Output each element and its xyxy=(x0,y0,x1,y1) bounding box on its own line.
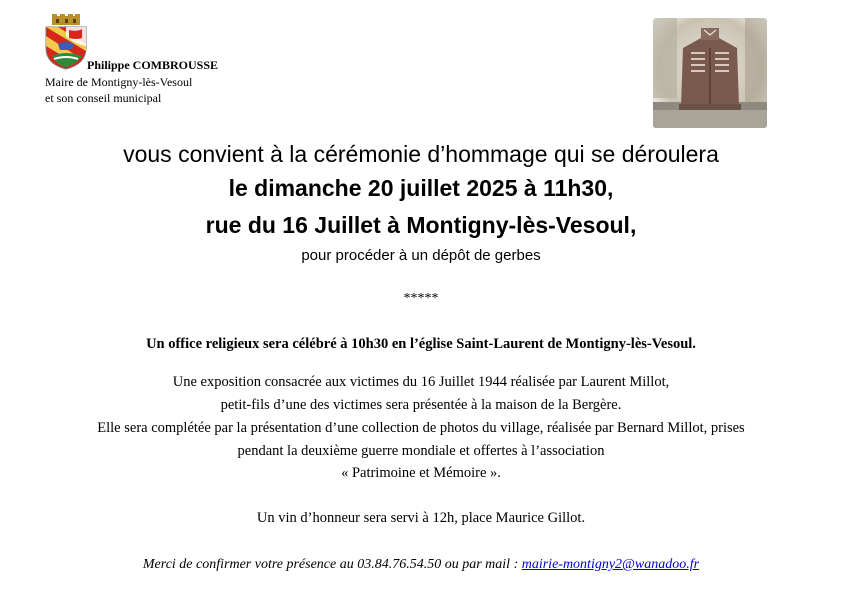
reception-notice: Un vin d’honneur sera servi à 12h, place Maurice Gillot. xyxy=(256,510,586,526)
coat-of-arms-icon xyxy=(44,14,88,70)
email-link[interactable]: mairie-montigny2@wanadoo.fr xyxy=(521,557,700,572)
separator: ***** xyxy=(403,291,439,306)
ceremony-purpose: pour procéder à un dépôt de gerbes xyxy=(301,247,541,264)
exposition-line: Une exposition consacrée aux victimes du 16 Juillet 1944 réalisée par Laurent Millot, xyxy=(172,374,670,390)
exposition-line: « Patrimoine et Mémoire ». xyxy=(341,465,501,481)
rsvp-text: Merci de confirmer votre présence au 03.84.76.54.50 ou par mail : xyxy=(142,557,522,572)
mayor-name: Philippe COMBROUSSE xyxy=(87,58,219,72)
religious-service-notice: Un office religieux sera célébré à 10h30 en l’église Saint-Laurent de Montigny-lès-Vesoul. xyxy=(146,336,696,352)
mayor-title: Maire de Montigny-lès-Vesoul xyxy=(45,75,193,89)
war-memorial-photo xyxy=(653,18,767,128)
exposition-line: pendant la deuxième guerre mondiale et offertes à l’association xyxy=(237,443,605,459)
ceremony-date: le dimanche 20 juillet 2025 à 11h30, xyxy=(228,175,614,201)
municipal-council: et son conseil municipal xyxy=(45,91,162,105)
exposition-line: petit-fils d’une des victimes sera présentée à la maison de la Bergère. xyxy=(220,397,622,413)
ceremony-location: rue du 16 Juillet à Montigny-lès-Vesoul, xyxy=(205,212,637,238)
invitation-line: vous convient à la cérémonie d’hommage qui se déroulera xyxy=(123,141,719,167)
exposition-line: Elle sera complétée par la présentation d’une collection de photos du village, réalisée par Bernard Millot, prises xyxy=(97,420,745,436)
rsvp-line xyxy=(0,557,842,573)
